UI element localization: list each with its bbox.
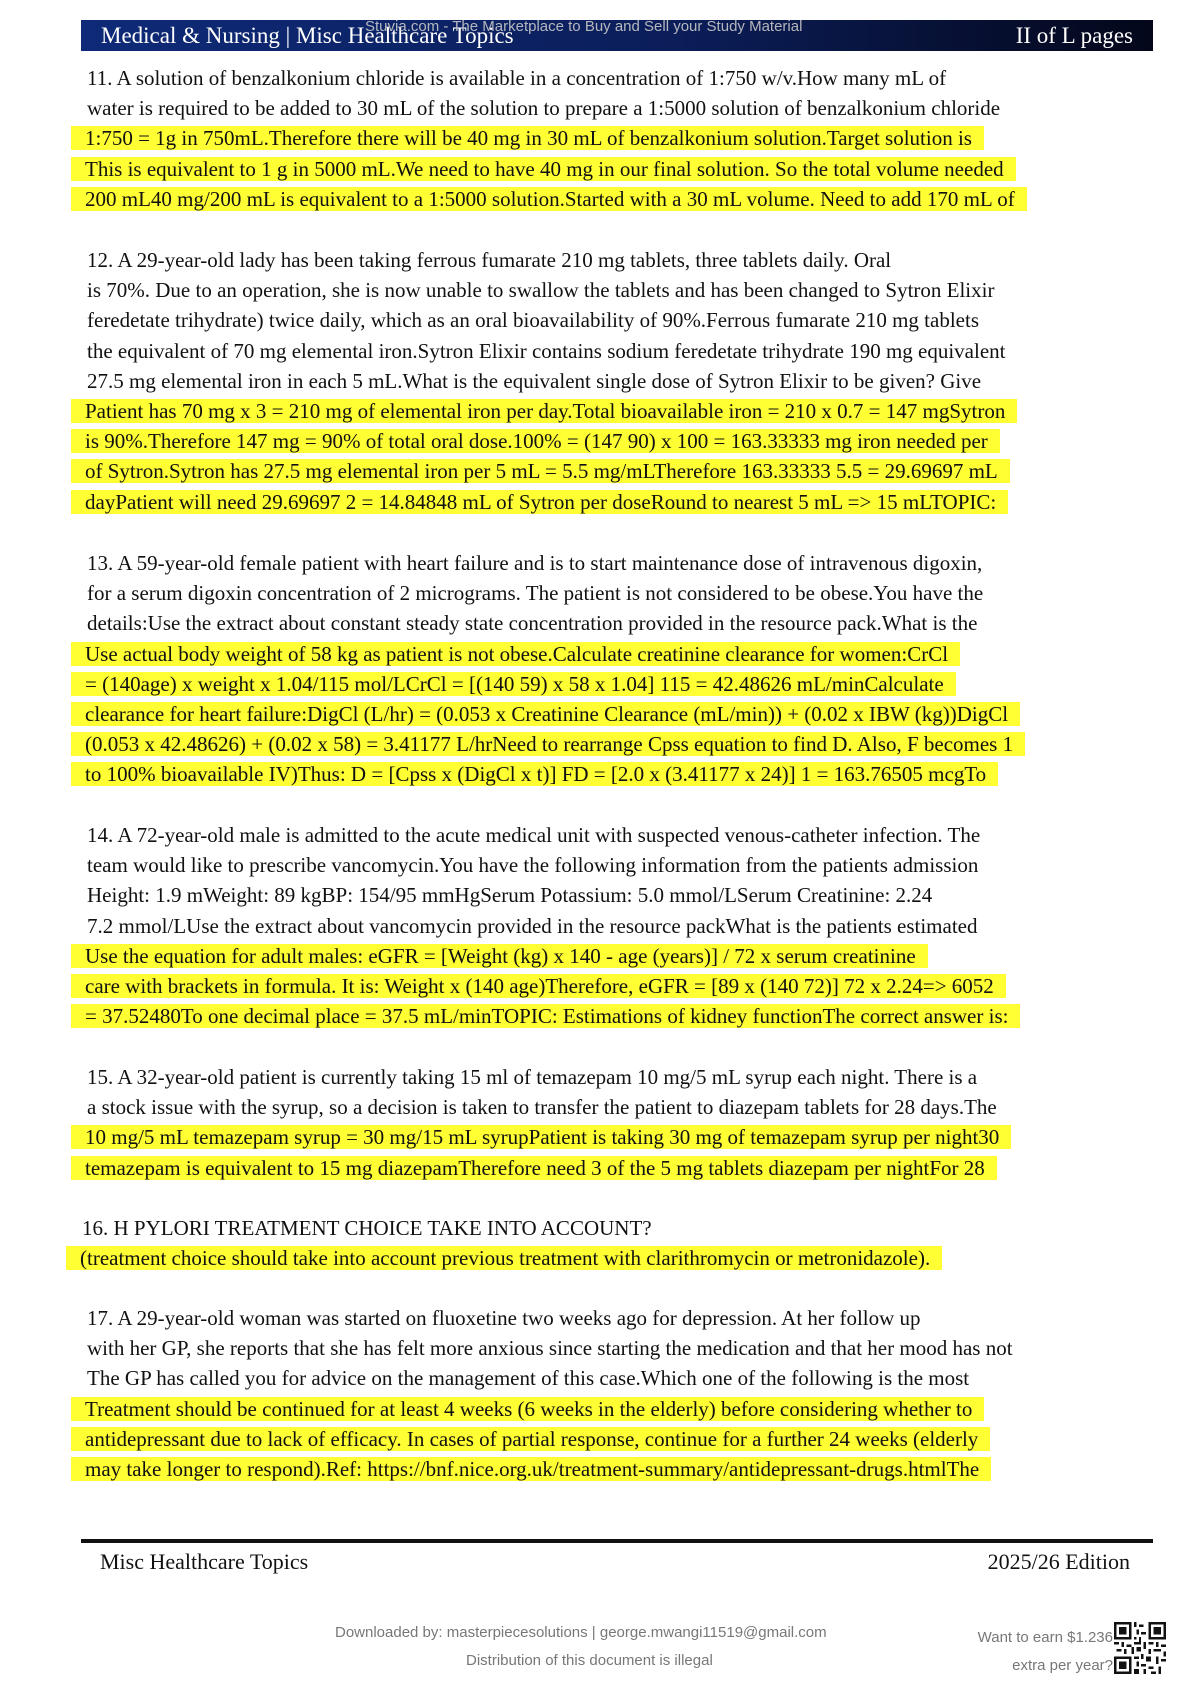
question-line: water is required to be added to 30 mL of the solution to prepare a 1:5000 solution of benzalkonium chloride (87, 96, 1001, 121)
header-title: Medical & Nursing | Misc Healthcare Topics (101, 23, 514, 48)
question-line: 17. A 29-year-old woman was started on fluoxetine two weeks ago for depression. At her follow up (87, 1306, 921, 1330)
question-line: feredetate trihydrate) twice daily, which as an oral bioavailability of 90%.Ferrous fumarate 210 mg tablets (87, 308, 979, 333)
question-line: 15. A 32-year-old patient is currently taking 15 ml of temazepam 10 mg/5 mL syrup each night. There is a (87, 1065, 978, 1089)
footer-title: Misc Healthcare Topics (100, 1549, 309, 1574)
question-line: is 70%. Due to an operation, she is now unable to swallow the tablets and has been changed to Sytron Elixir (87, 278, 995, 303)
question-12 (87, 245, 1167, 517)
answer-line: Use actual body weight of 58 kg as patient is not obese.Calculate creatinine clearance for women:CrCl (71, 639, 960, 669)
question-line: 27.5 mg elemental iron in each 5 mL.What is the equivalent single dose of Sytron Elixir to be given? Give (87, 368, 982, 393)
footer-divider (81, 1539, 1153, 1543)
question-line: The GP has called you for advice on the management of this case.Which one of the following is the most (87, 1366, 970, 1391)
answer-line: to 100% bioavailable IV)Thus: D = [Cpss x (DigCl x t)] FD = [2.0 x (3.41177 x 24)] 1 = 163.76505 mcgTo (71, 759, 998, 789)
answer-line: (treatment choice should take into account previous treatment with clarithromycin or metronidazole). (66, 1243, 942, 1273)
footer-edition: 2025/26 Edition (987, 1549, 1130, 1574)
qr-code-icon[interactable] (1114, 1622, 1166, 1674)
answer-line: 1:750 = 1g in 750mL.Therefore there will be 40 mg in 30 mL of benzalkonium solution.Target solution is (71, 123, 984, 153)
answer-line: Treatment should be continued for at least 4 weeks (6 weeks in the elderly) before considering whether to (71, 1394, 984, 1424)
question-17 (87, 1303, 1167, 1484)
question-14 (87, 820, 1167, 1031)
watermark-text: Stuvia.com - The Marketplace to Buy and Sell your Study Material (365, 18, 803, 35)
answer-line: antidepressant due to lack of efficacy. In cases of partial response, continue for a further 24 weeks (elderly (71, 1424, 990, 1454)
question-15 (87, 1062, 1167, 1183)
question-line: 13. A 59-year-old female patient with heart failure and is to start maintenance dose of intravenous digoxin, (87, 551, 983, 575)
answer-line: care with brackets in formula. It is: Weight x (140 age)Therefore, eGFR = [89 x (140 72)] 72 x 2.24=> 6052 (71, 971, 1006, 1001)
answer-line: (0.053 x 42.48626) + (0.02 x 58) = 3.41177 L/hrNeed to rearrange Cpss equation to find D. Also, F becomes 1 (71, 729, 1025, 759)
distribution-notice: Distribution of this document is illegal (466, 1652, 713, 1669)
page-indicator: II of L pages (1015, 23, 1133, 48)
answer-line: This is equivalent to 1 g in 5000 mL.We need to have 40 mg in our final solution. So the total volume needed (71, 154, 1016, 184)
answer-line: dayPatient will need 29.69697 2 = 14.84848 mL of Sytron per doseRound to nearest 5 mL => 15 mLTOPIC: (71, 487, 1008, 517)
question-line: 11. A solution of benzalkonium chloride is available in a concentration of 1:750 w/v.How many mL of (87, 66, 947, 90)
question-13 (87, 548, 1167, 790)
question-line: 12. A 29-year-old lady has been taking ferrous fumarate 210 mg tablets, three tablets daily. Oral (87, 248, 892, 272)
question-line: details:Use the extract about constant steady state concentration provided in the resource pack.What is the (87, 611, 978, 636)
question-11 (87, 63, 1167, 214)
question-16 (82, 1213, 1162, 1273)
answer-line: of Sytron.Sytron has 27.5 mg elemental iron per 5 mL = 5.5 mg/mLTherefore 163.33333 5.5 = 29.69697 mL (71, 456, 1010, 486)
earn-promo-line1: Want to earn $1.236 (977, 1629, 1113, 1646)
question-line: team would like to prescribe vancomycin.You have the following information from the patients admission (87, 853, 979, 878)
download-notice: Downloaded by: masterpiecesolutions | george.mwangi11519@gmail.com (335, 1624, 827, 1641)
answer-line: may take longer to respond).Ref: https://bnf.nice.org.uk/treatment-summary/antidepressant-drugs.htmlThe (71, 1454, 991, 1484)
question-line: for a serum digoxin concentration of 2 micrograms. The patient is not considered to be obese.You have the (87, 581, 984, 606)
question-line: 14. A 72-year-old male is admitted to the acute medical unit with suspected venous-catheter infection. The (87, 823, 981, 847)
question-line: Height: 1.9 mWeight: 89 kgBP: 154/95 mmHgSerum Potassium: 5.0 mmol/LSerum Creatinine: 2.24 (87, 883, 933, 908)
answer-line: = (140age) x weight x 1.04/115 mol/LCrCl = [(140 59) x 58 x 1.04] 115 = 42.48626 mL/minCalculate (71, 669, 956, 699)
question-line: a stock issue with the syrup, so a decision is taken to transfer the patient to diazepam tablets for 28 days.The (87, 1095, 997, 1120)
answer-line: Patient has 70 mg x 3 = 210 mg of elemental iron per day.Total bioavailable iron = 210 x 0.7 = 147 mgSytron (71, 396, 1017, 426)
answer-line: is 90%.Therefore 147 mg = 90% of total oral dose.100% = (147 90) x 100 = 163.33333 mg iron needed per (71, 426, 1000, 456)
answer-line: 10 mg/5 mL temazepam syrup = 30 mg/15 mL syrupPatient is taking 30 mg of temazepam syrup per night30 (71, 1122, 1011, 1152)
earn-promo-line2: extra per year? (1012, 1657, 1113, 1674)
question-line: the equivalent of 70 mg elemental iron.Sytron Elixir contains sodium feredetate trihydrate 190 mg equivalent (87, 338, 1006, 363)
answer-line: clearance for heart failure:DigCl (L/hr) = (0.053 x Creatinine Clearance (mL/min)) + (0.02 x IBW (kg))DigCl (71, 699, 1020, 729)
question-line: 7.2 mmol/LUse the extract about vancomycin provided in the resource packWhat is the patients estimated (87, 913, 978, 938)
earn-promo[interactable] (963, 1624, 1113, 1680)
answer-line: = 37.52480To one decimal place = 37.5 mL/minTOPIC: Estimations of kidney functionThe correct answer is: (71, 1001, 1020, 1031)
question-line: 16. H PYLORI TREATMENT CHOICE TAKE INTO ACCOUNT? (82, 1216, 652, 1240)
answer-line: 200 mL40 mg/200 mL is equivalent to a 1:5000 solution.Started with a 30 mL volume. Need to add 170 mL of (71, 184, 1027, 214)
answer-line: temazepam is equivalent to 15 mg diazepamTherefore need 3 of the 5 mg tablets diazepam per nightFor 28 (71, 1153, 997, 1183)
answer-line: Use the equation for adult males: eGFR = [Weight (kg) x 140 - age (years)] / 72 x serum creatinine (71, 941, 928, 971)
question-line: with her GP, she reports that she has felt more anxious since starting the medication and that her mood has not (87, 1336, 1013, 1361)
